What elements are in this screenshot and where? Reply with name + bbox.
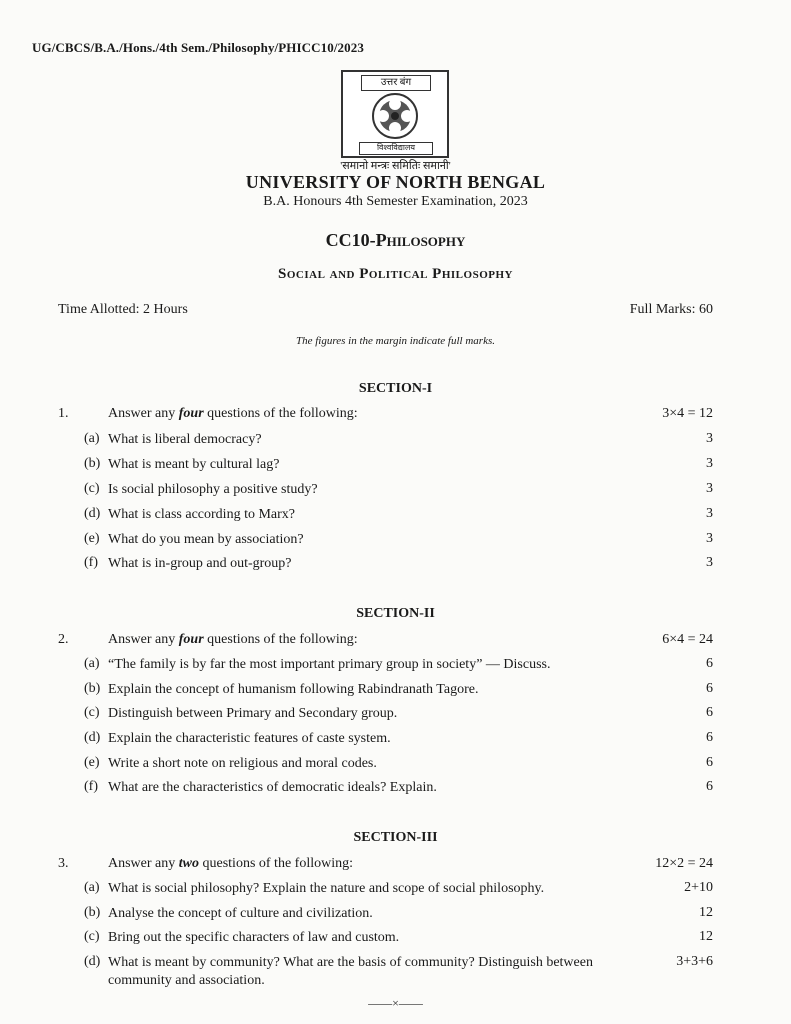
item-marks: 3 <box>706 456 713 471</box>
item-label: (b) <box>84 456 101 471</box>
question-instruction: Answer any four questions of the following: <box>108 632 358 647</box>
item-text: What is class according to Marx? <box>108 507 295 522</box>
marks-note: The figures in the margin indicate full marks. <box>295 335 495 347</box>
item-marks: 12 <box>699 905 713 920</box>
question-line <box>0 856 791 876</box>
item-label: (c) <box>84 929 100 944</box>
item-text: Explain the concept of humanism following Rabindranath Tagore. <box>108 682 479 697</box>
item-text: What is liberal democracy? <box>108 432 262 447</box>
item-marks: 6 <box>706 681 713 696</box>
question-instruction: Answer any two questions of the following: <box>108 856 353 871</box>
item-label: (a) <box>84 880 100 895</box>
section-title: SECTION-II <box>356 606 435 621</box>
paper-title: CC10-Philosophy <box>325 230 466 250</box>
item-label: (a) <box>84 431 100 446</box>
item-text: What is meant by cultural lag? <box>108 457 280 472</box>
question-line <box>0 632 791 652</box>
item-label: (d) <box>84 730 101 745</box>
item-label: (e) <box>84 755 100 770</box>
item-marks: 3+3+6 <box>676 954 713 969</box>
item-text: What is in-group and out-group? <box>108 556 292 571</box>
item-label: (c) <box>84 481 100 496</box>
item-text: What do you mean by association? <box>108 532 304 547</box>
instruction-emphasis: four <box>178 406 204 421</box>
university-logo <box>341 70 449 158</box>
item-marks: 3 <box>706 431 713 446</box>
logo-top-label: उत्तर बंग <box>361 75 431 91</box>
item-marks: 12 <box>699 929 713 944</box>
time-allotted: Time Allotted: 2 Hours <box>58 302 188 317</box>
item-marks: 3 <box>706 555 713 570</box>
item-text: Distinguish between Primary and Secondary group. <box>108 706 398 721</box>
item-text: “The family is by far the most important primary group in society” — Discuss. <box>108 657 551 672</box>
item-label: (f) <box>84 555 98 570</box>
subject-title: Social and Political Philosophy <box>278 266 513 282</box>
item-text: Is social philosophy a positive study? <box>108 482 318 497</box>
item-text: What is meant by community? What are the basis of community? Distinguish between community and association. <box>108 955 593 988</box>
item-marks: 6 <box>706 730 713 745</box>
item-text: What are the characteristics of democratic ideals? Explain. <box>108 780 437 795</box>
item-text: Bring out the specific characters of law and custom. <box>108 930 400 945</box>
university-motto: 'समानो मन्त्रः समितिः समानी' <box>340 160 451 172</box>
item-marks: 6 <box>706 656 713 671</box>
item-marks: 6 <box>706 779 713 794</box>
item-label: (a) <box>84 656 100 671</box>
item-label: (b) <box>84 905 101 920</box>
paper-code: UG/CBCS/B.A./Hons./4th Sem./Philosophy/PHICC10/2023 <box>32 40 364 55</box>
question-marks: 6×4 = 24 <box>662 632 713 647</box>
instruction-emphasis: four <box>178 632 204 647</box>
question-instruction: Answer any four questions of the following: <box>108 406 358 421</box>
examination-title: B.A. Honours 4th Semester Examination, 2023 <box>263 194 528 209</box>
item-text: Analyse the concept of culture and civilization. <box>108 906 373 921</box>
item-marks: 3 <box>706 506 713 521</box>
item-text: Write a short note on religious and moral codes. <box>108 756 377 771</box>
instruction-emphasis: two <box>178 856 199 871</box>
emblem-icon <box>371 92 419 140</box>
section-title: SECTION-I <box>358 381 433 396</box>
item-label: (f) <box>84 779 98 794</box>
item-label: (d) <box>84 506 101 521</box>
question-marks: 12×2 = 24 <box>655 856 713 871</box>
item-label: (b) <box>84 681 101 696</box>
item-label: (e) <box>84 531 100 546</box>
question-line <box>0 406 791 426</box>
item-marks: 3 <box>706 481 713 496</box>
item-marks: 6 <box>706 755 713 770</box>
question-number: 3. <box>58 856 69 871</box>
question-number: 2. <box>58 632 69 647</box>
university-name: UNIVERSITY OF NORTH BENGAL <box>245 172 546 192</box>
item-text: What is social philosophy? Explain the nature and scope of social philosophy. <box>108 881 545 896</box>
item-marks: 2+10 <box>684 880 713 895</box>
section-title: SECTION-III <box>353 830 438 845</box>
question-marks: 3×4 = 12 <box>662 406 713 421</box>
item-label: (d) <box>84 954 101 969</box>
item-text: Explain the characteristic features of caste system. <box>108 731 391 746</box>
end-mark: ——×—— <box>368 996 423 1010</box>
item-marks: 3 <box>706 531 713 546</box>
question-number: 1. <box>58 406 69 421</box>
logo-bottom-label: विश्वविद्यालय <box>359 142 433 155</box>
full-marks: Full Marks: 60 <box>629 302 713 317</box>
item-label: (c) <box>84 705 100 720</box>
item-marks: 6 <box>706 705 713 720</box>
